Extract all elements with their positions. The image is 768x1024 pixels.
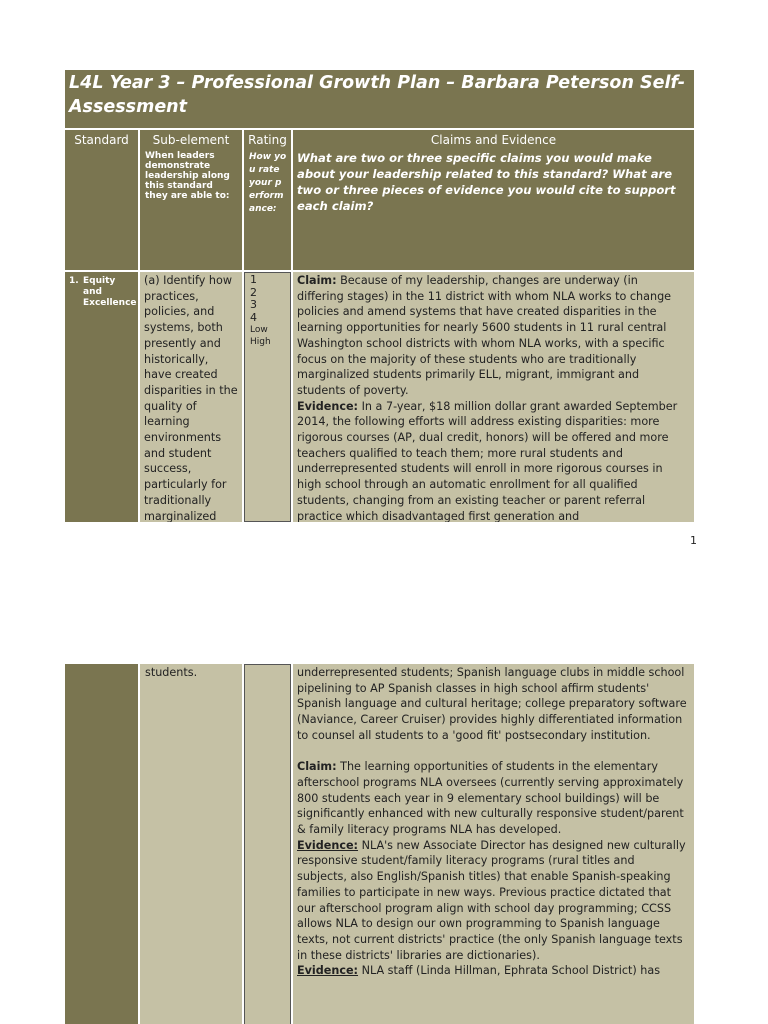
sub-element-cell-continued (140, 664, 242, 1024)
claim-2-label: Claim: (297, 760, 337, 774)
evidence-3-label: Evidence: (297, 964, 359, 978)
evidence-3-text: NLA staff (Linda Hillman, Ephrata School District) has (358, 964, 661, 978)
header-subelement-note: When leaders demonstrate leadership along this standard they are able to: (145, 151, 230, 201)
standard-cell (65, 272, 138, 522)
evidence-3 (297, 963, 688, 979)
claim-1-label: Claim: (297, 274, 337, 287)
header-claims-question: What are two or three specific claims you would make about your leadership related to this standard? What are two or three pieces of evidence you would cite to support each claim? (297, 151, 676, 213)
rating-high-label: High (250, 337, 271, 347)
rating-low-label: Low (250, 325, 268, 335)
sub-element-text: (a) Identify how practices, policies, and systems, both presently and historically, have created disparities in the quality of learning environments and student success, particularly for traditionally marginalized (144, 274, 238, 522)
standard-number: 1. (69, 276, 79, 286)
header-standard-cell (65, 130, 138, 270)
document-title: L4L Year 3 – Professional Growth Plan – Barbara Peterson Self-Assessment (65, 70, 694, 128)
paragraph-spacer (297, 744, 688, 760)
sub-element-cell (140, 272, 242, 522)
evidence-2-text: NLA's new Associate Director has designed new culturally responsive student/family literacy programs (rural titles and subjects, also English/Spanish titles) that enable Spanish-speaking families to participate in new ways. Previous practice dictated that our afterschool program align with school day programming; CCSS allows NLA to design our own programming to Spanish language texts, not current districts' practice (the only Spanish language texts in these districts' libraries are dictionaries). (297, 838, 686, 962)
rating-cell (244, 272, 291, 522)
header-claims-label: Claims and Evidence (430, 133, 557, 147)
page-number: 1 (690, 534, 697, 547)
rating-option-1[interactable]: 1 (250, 273, 257, 286)
evidence-1-continued: underrepresented students; Spanish language clubs in middle school pipelining to AP Spanish classes in high school affirm students' Spanish language and cultural heritage; college preparatory software (Naviance, Career Cruiser) provides highly differentiated information to counsel all students to a 'good fit' postsecondary institution. (297, 666, 687, 742)
evidence-1 (297, 399, 688, 522)
header-rating-label: Rating (248, 133, 287, 147)
evidence-2-label: Evidence: (297, 838, 359, 852)
standard-cell-continued (65, 664, 138, 1024)
claim-1-text: Because of my leadership, changes are underway (in differing stages) in the 11 district with whom NLA works to change policies and amend systems that have created disparities in the learning opportunities for nearly 5600 students in 11 rural central Washington school districts with whom NLA works, with a specific focus on the majority of these students who are traditionally marginalized students primarily ELL, migrant, immigrant and students of poverty. (297, 274, 672, 397)
header-rating-cell (244, 130, 291, 270)
header-rating-note: How you rate your performance: (249, 152, 287, 214)
rating-option-2[interactable]: 2 (250, 285, 257, 299)
claims-cell-continued (293, 664, 694, 1024)
rating-option-4[interactable]: 4 (250, 310, 257, 324)
header-subelement-cell (140, 130, 242, 270)
rating-cell-continued (244, 664, 291, 1024)
evidence-1-text: In a 7-year, $18 million dollar grant awarded September 2014, the following efforts will address existing disparities: more rigorous courses (AP, dual credit, honors) will be offered and more teachers qualified to teach them; more rural students and underrepresented students will enroll in more rigorous courses in high school through an automatic enrollment for all qualified students, changing from an existing teacher or parent referral practice which disadvantaged first generation and (297, 399, 678, 522)
claim-2 (297, 759, 688, 838)
rating-option-3[interactable]: 3 (250, 298, 257, 311)
claim-1 (297, 273, 688, 399)
evidence-2 (297, 838, 688, 964)
header-claims-cell (293, 130, 694, 270)
claims-cell (293, 272, 694, 522)
header-subelement-label: Sub-element (152, 133, 230, 147)
header-standard-label: Standard (74, 133, 129, 147)
evidence-1-label: Evidence: (297, 399, 359, 413)
standard-name: Equity and Excellence (83, 276, 137, 308)
sub-element-text-continued: students. (145, 666, 198, 679)
claim-2-text: The learning opportunities of students in the elementary afterschool programs NLA oversees (currently serving approximately 800 students each year in 9 elementary school buildings) will be significantly enhanced with new culturally responsive student/parent & family literacy programs NLA has developed. (297, 760, 684, 837)
